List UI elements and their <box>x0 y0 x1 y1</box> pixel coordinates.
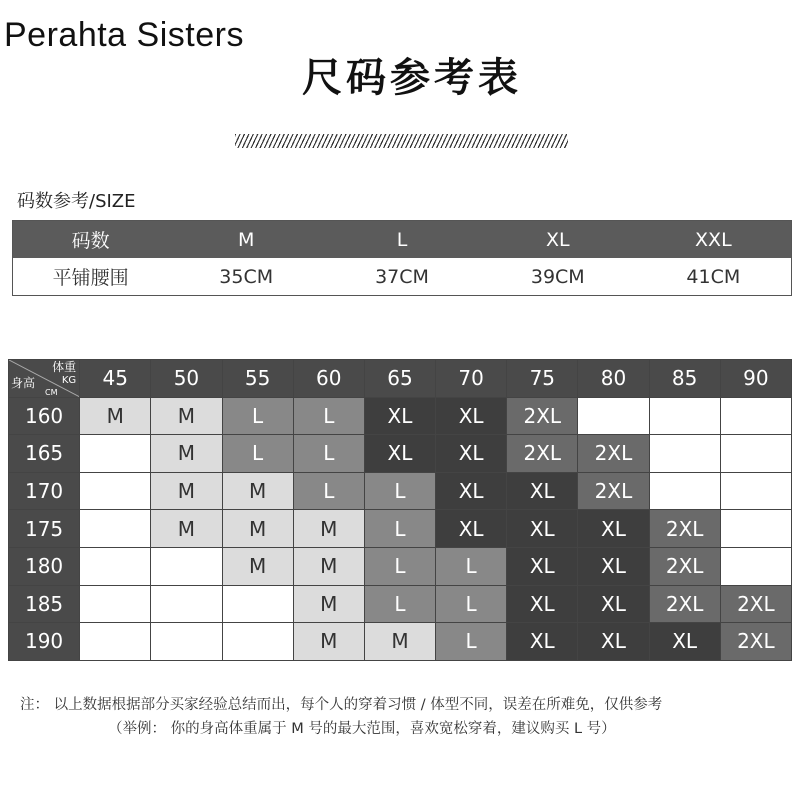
grid-corner-cell <box>9 360 80 398</box>
size-cell: 2XL <box>649 510 720 548</box>
brand-name: Perahta Sisters <box>4 16 244 54</box>
size-cell: L <box>293 397 364 435</box>
size-cell <box>222 623 293 661</box>
weight-header-cell: 55 <box>222 360 293 398</box>
size-cell: M <box>293 510 364 548</box>
size-cell: XL <box>364 435 435 473</box>
size-cell <box>649 435 720 473</box>
grid-row <box>9 397 792 435</box>
size-cell: XL <box>507 623 578 661</box>
grid-row <box>9 623 792 661</box>
weight-header-cell: 50 <box>151 360 222 398</box>
size-cell: L <box>293 435 364 473</box>
kg-unit-label: KG <box>61 375 77 386</box>
size-cell <box>151 547 222 585</box>
weight-header-cell: 75 <box>507 360 578 398</box>
size-cell: XL <box>436 472 507 510</box>
size-cell: M <box>222 510 293 548</box>
size-cell: M <box>222 547 293 585</box>
size-cell <box>80 547 151 585</box>
size-cell: M <box>222 472 293 510</box>
size-cell: XL <box>507 472 578 510</box>
grid-row <box>9 547 792 585</box>
height-header-cell: 175 <box>9 510 80 548</box>
size-cell: XL <box>578 585 649 623</box>
header-cell: 码数 <box>13 221 169 259</box>
page-title: 尺码参考表 <box>302 55 522 101</box>
size-cell <box>80 623 151 661</box>
size-cell: L <box>436 547 507 585</box>
size-cell: M <box>151 435 222 473</box>
size-cell <box>80 435 151 473</box>
waist-table-header <box>13 221 792 259</box>
size-cell <box>80 510 151 548</box>
size-cell: 2XL <box>649 585 720 623</box>
height-header-cell: 180 <box>9 547 80 585</box>
size-cell <box>720 435 791 473</box>
waist-table-row <box>13 258 792 296</box>
height-header-cell: 165 <box>9 435 80 473</box>
size-cell <box>151 623 222 661</box>
height-header-cell: 170 <box>9 472 80 510</box>
weight-axis-label: 体重 <box>52 360 77 374</box>
row-cell: 37CM <box>324 258 480 296</box>
size-cell: 2XL <box>720 585 791 623</box>
size-cell <box>222 585 293 623</box>
grid-row <box>9 435 792 473</box>
size-cell <box>80 585 151 623</box>
size-cell: L <box>436 623 507 661</box>
size-cell <box>720 472 791 510</box>
size-cell: L <box>364 472 435 510</box>
cm-unit-label: CM <box>45 388 58 397</box>
size-cell: XL <box>436 510 507 548</box>
height-axis-label: 身高 <box>11 376 36 390</box>
size-cell: XL <box>436 435 507 473</box>
size-section-label: 码数参考/SIZE <box>17 191 136 212</box>
grid-row <box>9 510 792 548</box>
grid-row <box>9 585 792 623</box>
size-cell <box>720 547 791 585</box>
size-cell: XL <box>436 397 507 435</box>
size-cell <box>720 397 791 435</box>
size-cell: 2XL <box>507 397 578 435</box>
size-cell: M <box>151 472 222 510</box>
size-cell: M <box>151 510 222 548</box>
size-cell: 2XL <box>578 435 649 473</box>
size-cell: 2XL <box>649 547 720 585</box>
header-cell: M <box>168 221 324 259</box>
size-cell: L <box>222 397 293 435</box>
size-cell: M <box>293 547 364 585</box>
size-cell <box>80 472 151 510</box>
grid-row <box>9 472 792 510</box>
grid-header-row <box>9 360 792 398</box>
row-cell: 41CM <box>636 258 792 296</box>
weight-header-cell: 45 <box>80 360 151 398</box>
weight-header-cell: 60 <box>293 360 364 398</box>
size-cell: XL <box>578 547 649 585</box>
size-cell <box>649 472 720 510</box>
size-cell: L <box>436 585 507 623</box>
size-cell: M <box>293 585 364 623</box>
size-cell <box>720 510 791 548</box>
height-header-cell: 160 <box>9 397 80 435</box>
size-cell <box>578 397 649 435</box>
size-cell: M <box>151 397 222 435</box>
size-cell: L <box>364 510 435 548</box>
size-cell <box>649 397 720 435</box>
height-header-cell: 185 <box>9 585 80 623</box>
header-cell: L <box>324 221 480 259</box>
size-cell: 2XL <box>720 623 791 661</box>
height-header-cell: 190 <box>9 623 80 661</box>
size-cell: XL <box>507 510 578 548</box>
size-cell: M <box>293 623 364 661</box>
header-cell: XXL <box>636 221 792 259</box>
size-cell: M <box>364 623 435 661</box>
size-cell: XL <box>649 623 720 661</box>
header-cell: XL <box>480 221 636 259</box>
hatch-divider <box>235 134 568 148</box>
size-cell: L <box>364 585 435 623</box>
size-cell: 2XL <box>578 472 649 510</box>
weight-header-cell: 90 <box>720 360 791 398</box>
row-cell: 平铺腰围 <box>13 258 169 296</box>
row-cell: 39CM <box>480 258 636 296</box>
size-cell: 2XL <box>507 435 578 473</box>
disclaimer-note: 注： 以上数据根据部分买家经验总结而出，每个人的穿着习惯 / 体型不同，误差在所难免，仅供参考 <box>20 697 663 713</box>
waist-size-table <box>12 220 792 296</box>
size-cell: XL <box>578 510 649 548</box>
example-note: （举例： 你的身高体重属于 M 号的最大范围，喜欢宽松穿着，建议购买 L 号） <box>108 721 616 737</box>
weight-header-cell: 80 <box>578 360 649 398</box>
size-cell: XL <box>507 547 578 585</box>
size-cell: L <box>293 472 364 510</box>
weight-header-cell: 70 <box>436 360 507 398</box>
size-cell <box>151 585 222 623</box>
size-cell: M <box>80 397 151 435</box>
size-cell: XL <box>578 623 649 661</box>
weight-header-cell: 85 <box>649 360 720 398</box>
height-weight-size-grid <box>8 359 792 661</box>
size-cell: XL <box>507 585 578 623</box>
weight-header-cell: 65 <box>364 360 435 398</box>
row-cell: 35CM <box>168 258 324 296</box>
size-cell: L <box>364 547 435 585</box>
size-cell: L <box>222 435 293 473</box>
size-cell: XL <box>364 397 435 435</box>
